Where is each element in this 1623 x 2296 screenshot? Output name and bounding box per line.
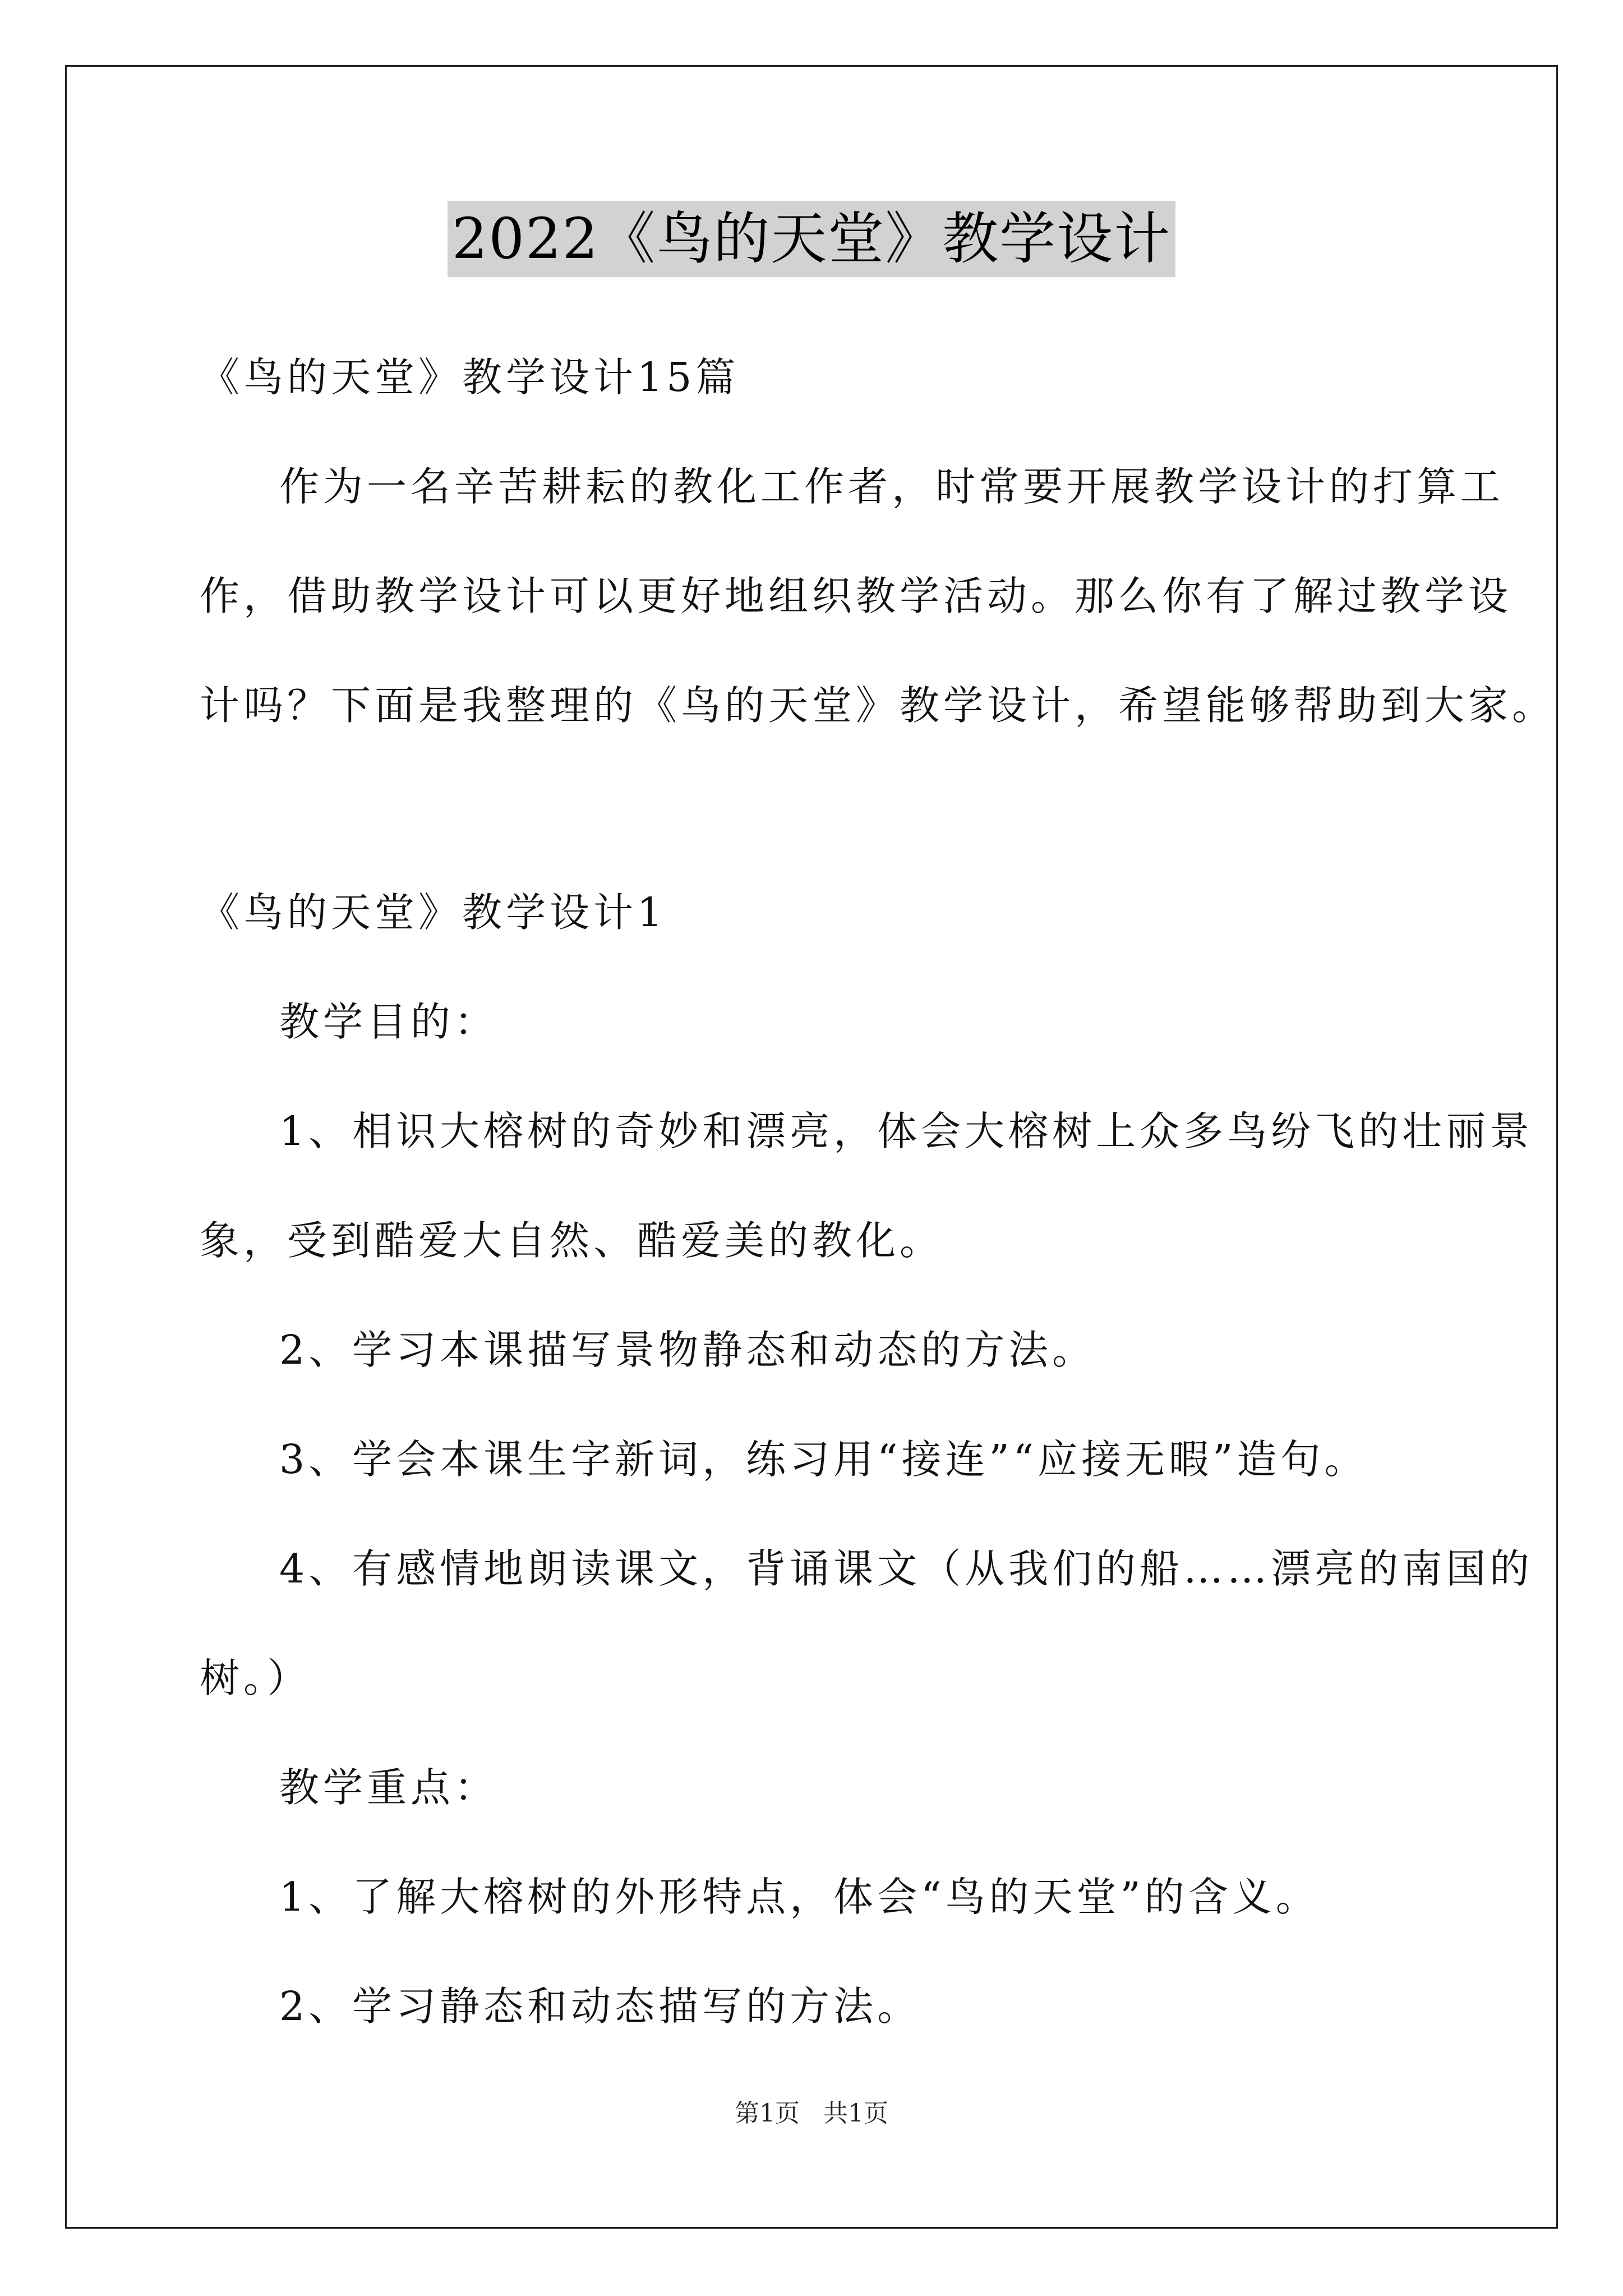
document-title: 2022《鸟的天堂》教学设计 [448,201,1176,277]
intro-line-3: 计吗？下面是我整理的《鸟的天堂》教学设计，希望能够帮助到大家。 [200,682,1556,729]
goal-line-6: 树。） [200,1655,311,1701]
goal-line-3: 2、学习本课描写景物静态和动态的方法。 [279,1327,1096,1373]
intro-line-1: 作为一名辛苦耕耘的教化工作者，时常要开展教学设计的打算工 [279,463,1505,510]
goal-line-1: 1、相识大榕树的奇妙和漂亮，体会大榕树上众多鸟纷飞的壮丽景 [279,1108,1534,1154]
goal-line-4: 3、学会本课生字新词，练习用“接连”“应接无暇”造句。 [279,1436,1368,1483]
goals-heading: 教学目的： [279,999,499,1045]
page-footer: 第1页 共1页 [735,2099,888,2128]
title-container [0,201,1623,277]
key-points-heading: 教学重点： [279,1764,499,1811]
key-point-line-1: 1、了解大榕树的外形特点，体会“鸟的天堂”的含义。 [279,1874,1320,1920]
intro-line-2: 作，借助教学设计可以更好地组织教学活动。那么你有了解过教学设 [200,573,1513,619]
section-heading: 《鸟的天堂》教学设计1 [200,889,667,936]
subtitle: 《鸟的天堂》教学设计15篇 [200,354,740,401]
key-point-line-2: 2、学习静态和动态描写的方法。 [279,1983,921,2030]
goal-line-2: 象，受到酷爱大自然、酷爱美的教化。 [200,1217,944,1264]
goal-line-5: 4、有感情地朗读课文，背诵课文（从我们的船……漂亮的南国的 [279,1545,1534,1592]
